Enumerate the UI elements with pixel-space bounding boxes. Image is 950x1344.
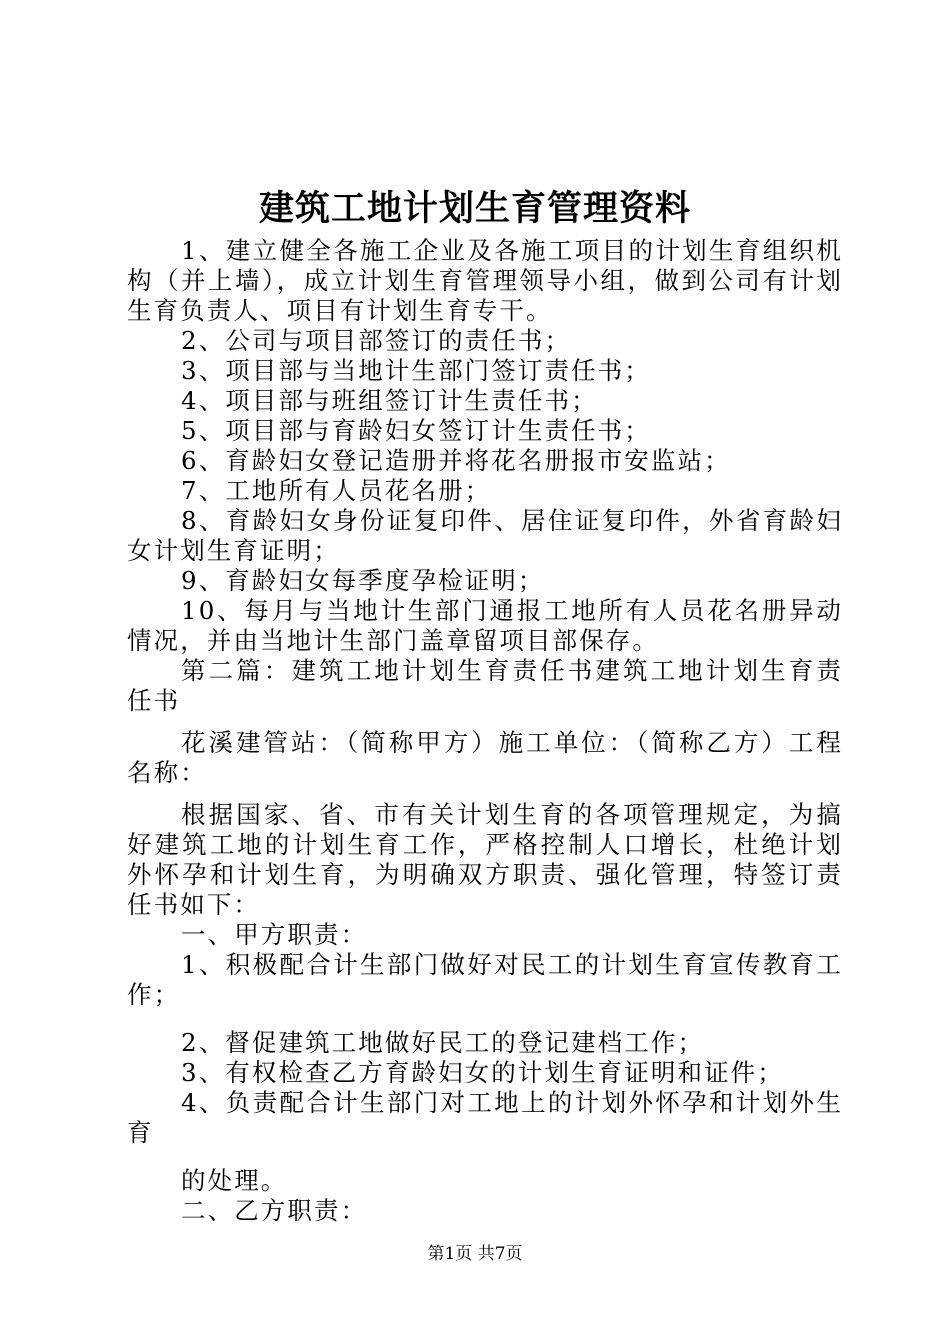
page-indicator: 第1页 共7页 xyxy=(427,1244,523,1264)
paragraph-7: 7、工地所有人员花名册； xyxy=(181,476,492,505)
party-a-duty-3: 3、有权检查乙方育龄妇女的计划生育证明和证件； xyxy=(181,1058,784,1087)
party-a-duties-heading: 一、甲方职责： xyxy=(181,920,368,949)
document-body xyxy=(127,236,843,1226)
paragraph-5: 5、项目部与育龄妇女签订计生责任书； xyxy=(181,416,651,445)
paragraph-6: 6、育龄妇女登记造册并将花名册报市安监站； xyxy=(181,446,731,475)
paragraph-3: 3、项目部与当地计生部门签订责任书； xyxy=(181,356,651,385)
paragraph-9: 9、育龄妇女每季度孕检证明； xyxy=(181,566,545,595)
party-a-duty-4: 4、负责配合计生部门对工地上的计划外怀孕和计划外生育 xyxy=(127,1088,843,1147)
paragraph-10: 10、每月与当地计生部门通报工地所有人员花名册异动情况，并由当地计生部门盖章留项目部保存。 xyxy=(127,596,843,655)
section-heading-part-two: 第二篇：建筑工地计划生育责任书建筑工地计划生育责任书 xyxy=(127,656,843,715)
paragraph-4: 4、项目部与班组签订计生责任书； xyxy=(181,386,598,415)
paragraph-1: 1、建立健全各施工企业及各施工项目的计划生育组织机构（并上墙），成立计划生育管理领导小组，做到公司有计划生育负责人、项目有计划生育专干。 xyxy=(127,236,843,325)
party-a-duty-2: 2、督促建筑工地做好民工的登记建档工作； xyxy=(181,1028,705,1057)
party-a-duty-1: 1、积极配合计生部门做好对民工的计划生育宣传教育工作； xyxy=(127,950,843,1009)
document-title: 建筑工地计划生育管理资料 xyxy=(258,188,691,229)
parties-line: 花溪建管站：（简称甲方）施工单位：（简称乙方）工程名称： xyxy=(127,728,843,787)
paragraph-2: 2、公司与项目部签订的责任书； xyxy=(181,326,572,355)
party-b-duties-heading: 二、乙方职责： xyxy=(181,1196,368,1225)
paragraph-8: 8、育龄妇女身份证复印件、居住证复印件，外省育龄妇女计划生育证明； xyxy=(127,506,843,565)
intro-paragraph: 根据国家、省、市有关计划生育的各项管理规定，为搞好建筑工地的计划生育工作，严格控制人口增长，杜绝计划外怀孕和计划生育，为明确双方职责、强化管理，特签订责任书如下： xyxy=(127,800,843,919)
party-a-duty-4-continuation: 的处理。 xyxy=(181,1166,288,1195)
